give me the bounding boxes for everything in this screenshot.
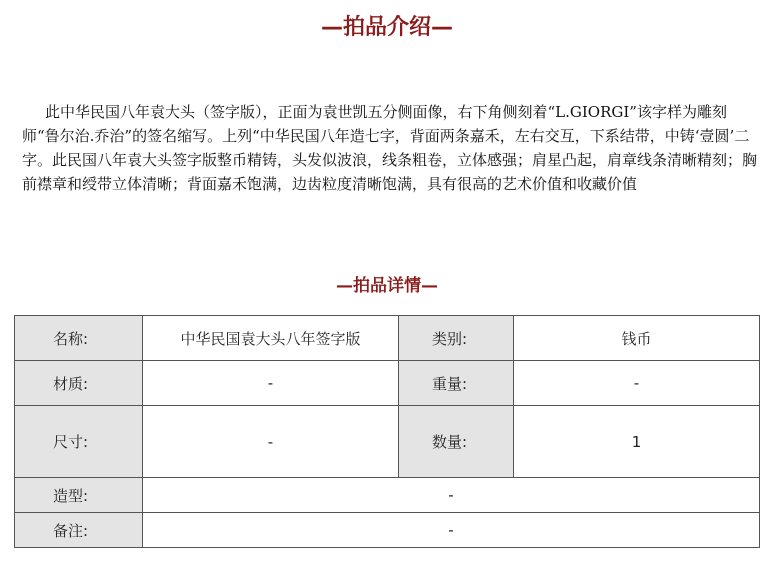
weight-label: 重量: (399, 361, 514, 406)
material-value: - (143, 361, 399, 406)
shape-label: 造型: (15, 478, 143, 513)
shape-value: - (143, 478, 760, 513)
name-label: 名称: (15, 316, 143, 361)
table-row (15, 316, 760, 361)
lot-description: 此中华民国八年袁大头（签字版），正面为袁世凯五分侧面像，右下角侧刻着“L.GIORGI”该字样为雕刻师“鲁尔治.乔治”的签名缩写。上列“中华民国八年造七字，背面两条嘉禾，左右交互，下系结带，中铸‘壹圆’二字。此民国八年袁大头签字版整币精铸，头发似波浪，线条粗卷，立体感强；肩星凸起，肩章线条清晰精刻；胸前襟章和绶带立体清晰；背面嘉禾饱满，边齿粒度清晰饱满，具有很高的艺术价值和收藏价值 (22, 103, 758, 193)
notes-value: - (143, 513, 760, 548)
weight-value: - (514, 361, 760, 406)
size-label: 尺寸: (15, 406, 143, 478)
table-row (15, 478, 760, 513)
notes-label: 备注: (15, 513, 143, 548)
category-label: 类别: (399, 316, 514, 361)
lot-introduction-title: —拍品介绍— (320, 15, 453, 40)
size-value: - (143, 406, 399, 478)
table-row (15, 513, 760, 548)
table-row (15, 406, 760, 478)
table-row (15, 361, 760, 406)
category-value: 钱币 (514, 316, 760, 361)
quantity-label: 数量: (399, 406, 514, 478)
name-value: 中华民国袁大头八年签字版 (143, 316, 399, 361)
quantity-value: 1 (514, 406, 760, 478)
lot-details-title: —拍品详情— (336, 276, 438, 296)
lot-details-table (14, 315, 760, 548)
material-label: 材质: (15, 361, 143, 406)
